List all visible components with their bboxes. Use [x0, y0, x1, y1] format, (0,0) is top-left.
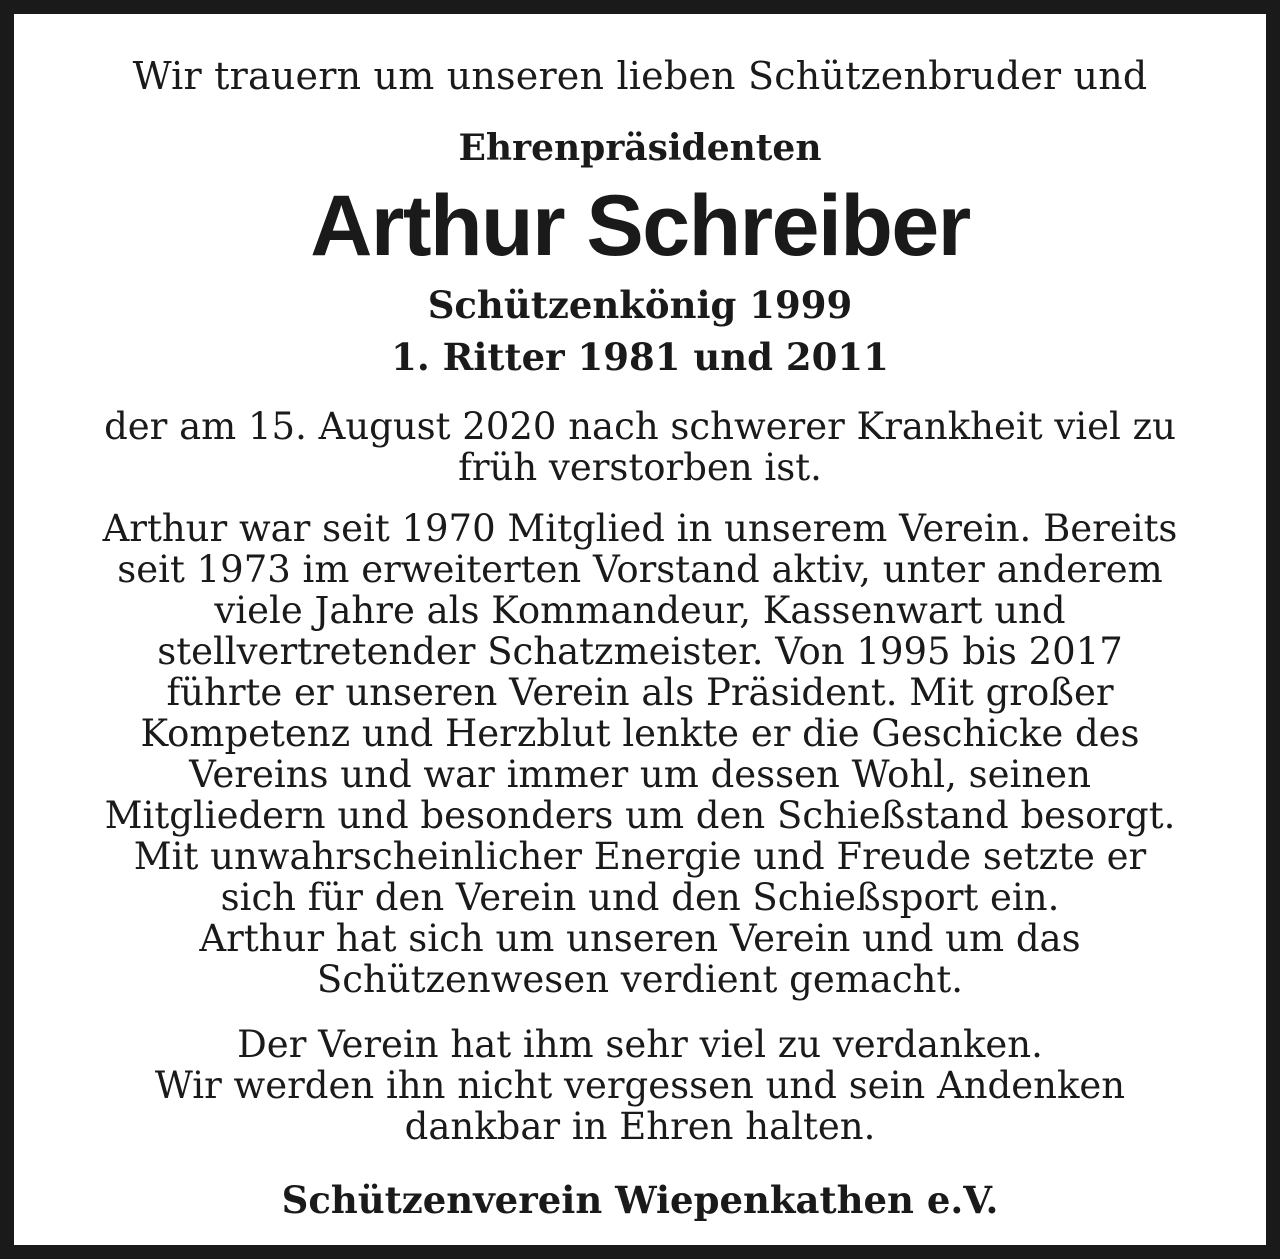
- text-line: seit 1973 im erweiterten Vorstand aktiv, unter anderem: [117, 548, 1163, 591]
- text-line: sich für den Verein und den Schießsport ein.: [220, 876, 1060, 919]
- text-line: Arthur war seit 1970 Mitglied in unserem Verein. Bereits: [102, 507, 1178, 550]
- text-line: dankbar in Ehren halten.: [404, 1105, 876, 1148]
- text-line: Der Verein hat ihm sehr viel zu verdanken.: [237, 1023, 1043, 1066]
- intro-text: Wir trauern um unseren lieben Schützenbruder und: [132, 54, 1148, 98]
- club-signature: Schützenverein Wiepenkathen e.V.: [281, 1178, 999, 1222]
- honor-shooting-king: Schützenkönig 1999: [427, 283, 853, 327]
- text-line: Mit unwahrscheinlicher Energie und Freude setzte er: [133, 835, 1147, 878]
- text-line: Vereins und war immer um dessen Wohl, seinen: [189, 753, 1091, 796]
- text-line: stellvertretender Schatzmeister. Von 1995 bis 2017: [157, 630, 1123, 673]
- biography-paragraph: [74, 508, 1206, 1000]
- death-paragraph: [74, 406, 1206, 488]
- text-line: führte er unseren Verein als Präsident. Mit großer: [166, 671, 1114, 714]
- closing-paragraph: [74, 1024, 1206, 1147]
- text-line: Wir werden ihn nicht vergessen und sein Andenken: [154, 1064, 1126, 1107]
- text-line: Kompetenz und Herzblut lenkte er die Geschicke des: [140, 712, 1140, 755]
- honor-knight: 1. Ritter 1981 und 2011: [391, 335, 889, 379]
- text-line: viele Jahre als Kommandeur, Kassenwart und: [214, 589, 1066, 632]
- text-line: der am 15. August 2020 nach schwerer Krankheit viel zu: [104, 405, 1176, 448]
- honorary-title: Ehrenpräsidenten: [458, 127, 822, 169]
- text-line: früh verstorben ist.: [458, 446, 822, 489]
- deceased-name: Arthur Schreiber: [310, 178, 970, 274]
- text-line: Arthur hat sich um unseren Verein und um das: [199, 917, 1081, 960]
- text-line: Mitgliedern und besonders um den Schießstand besorgt.: [104, 794, 1176, 837]
- text-line: Schützenwesen verdient gemacht.: [316, 958, 964, 1001]
